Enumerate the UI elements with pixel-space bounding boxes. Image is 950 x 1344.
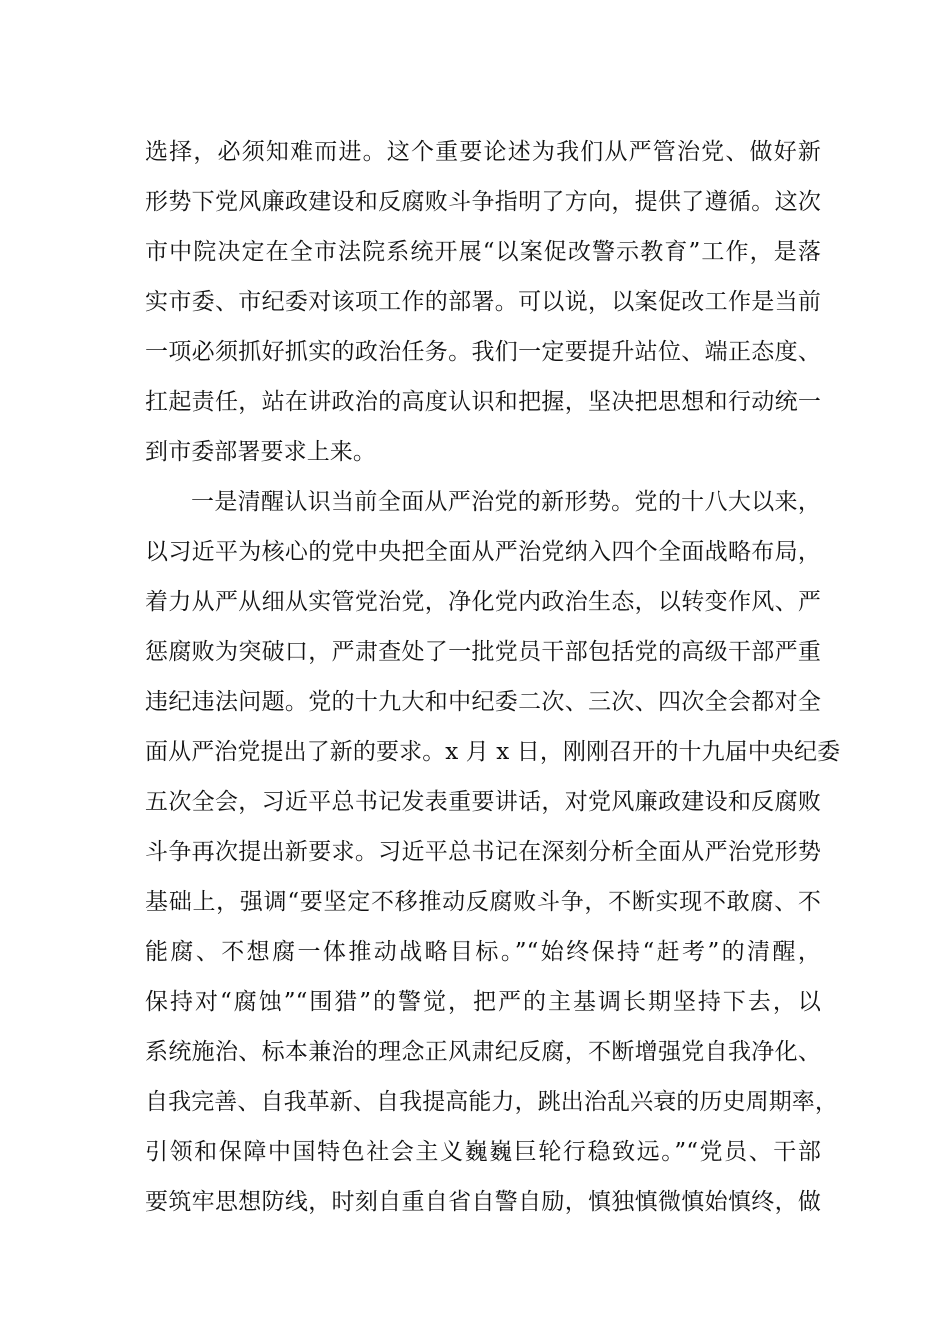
paragraph-2-first-line: 一是清醒认识当前全面从严治党的新形势。党的十八大以来，	[191, 489, 821, 515]
paragraph-2-line: 保持对“腐蚀”“围猎”的警觉，把严的主基调长期坚持下去，以	[145, 989, 821, 1015]
paragraph-2-line: 要筑牢思想防线，时刻自重自省自警自励，慎独慎微慎始慎终，做	[145, 1189, 821, 1215]
paragraph-2-line: 斗争再次提出新要求。习近平总书记在深刻分析全面从严治党形势	[145, 839, 821, 865]
paragraph-2-line: 以习近平为核心的党中央把全面从严治党纳入四个全面战略布局，	[145, 539, 821, 565]
paragraph-2-line: 惩腐败为突破口，严肃查处了一批党员干部包括党的高级干部严重	[145, 639, 821, 665]
paragraph-2-line: 着力从严从细从实管党治党，净化党内政治生态，以转变作风、严	[145, 589, 821, 615]
paragraph-2-line: 自我完善、自我革新、自我提高能力，跳出治乱兴衰的历史周期率，	[145, 1089, 838, 1115]
paragraph-1-line: 扛起责任，站在讲政治的高度认识和把握，坚决把思想和行动统一	[145, 389, 821, 415]
paragraph-2-line: 基础上，强调“要坚定不移推动反腐败斗争，不断实现不敢腐、不	[145, 889, 821, 915]
paragraph-1-line: 市中院决定在全市法院系统开展“以案促改警示教育”工作，是落	[145, 239, 821, 265]
paragraph-1-line: 实市委、市纪委对该项工作的部署。可以说，以案促改工作是当前	[145, 289, 821, 315]
paragraph-2-line: 引领和保障中国特色社会主义巍巍巨轮行稳致远。”“党员、干部	[145, 1139, 821, 1165]
paragraph-2-line: 五次全会，习近平总书记发表重要讲话，对党风廉政建设和反腐败	[145, 789, 821, 815]
paragraph-2-line: 面从严治党提出了新的要求。x 月 x 日，刚刚召开的十九届中央纪委	[145, 739, 841, 765]
paragraph-2-line: 能腐、不想腐一体推动战略目标。”“始终保持“赶考”的清醒，	[145, 939, 821, 965]
paragraph-1-line: 形势下党风廉政建设和反腐败斗争指明了方向，提供了遵循。这次	[145, 189, 821, 215]
paragraph-2-line: 违纪违法问题。党的十九大和中纪委二次、三次、四次全会都对全	[145, 689, 821, 715]
paragraph-1-line: 一项必须抓好抓实的政治任务。我们一定要提升站位、端正态度、	[145, 339, 821, 365]
paragraph-1-line: 到市委部署要求上来。	[145, 439, 376, 465]
paragraph-1-line: 选择，必须知难而进。这个重要论述为我们从严管治党、做好新	[145, 139, 821, 165]
paragraph-2-line: 系统施治、标本兼治的理念正风肃纪反腐，不断增强党自我净化、	[145, 1039, 821, 1065]
